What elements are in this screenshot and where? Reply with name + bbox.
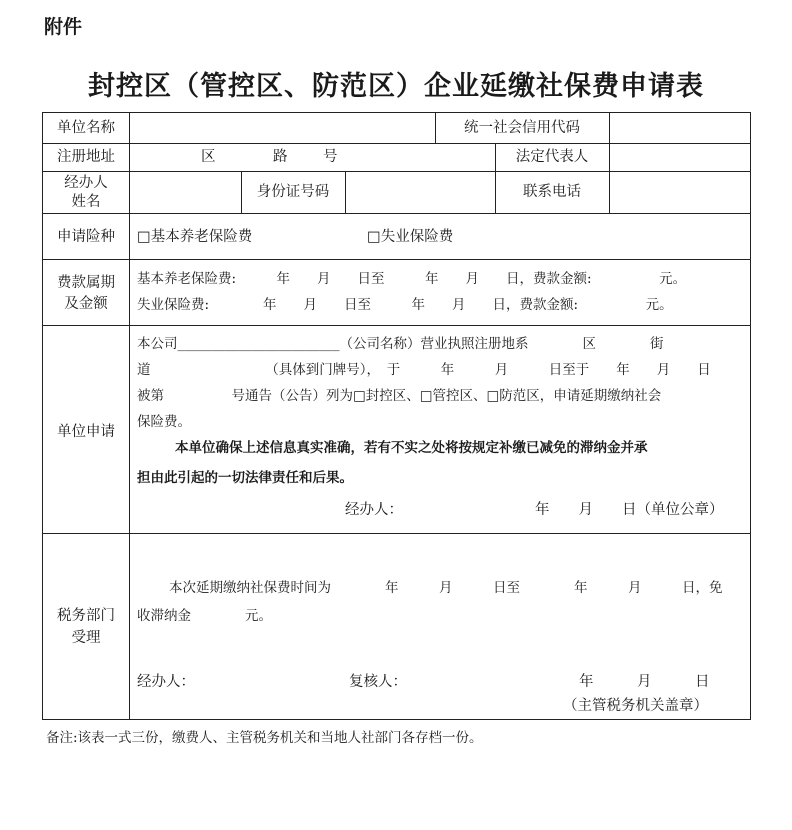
column-divider bbox=[345, 171, 346, 213]
row-divider bbox=[43, 325, 750, 326]
column-divider bbox=[609, 143, 610, 171]
handler-label: 经办人 bbox=[64, 175, 108, 191]
tax-accept-label: 受理 bbox=[71, 630, 101, 646]
application-text-line: 保险费。 bbox=[137, 414, 191, 430]
application-text-line: 被第 号通告（公告）列为□封控区、□管控区、□防范区，申请延期缴纳社会 bbox=[137, 388, 662, 404]
address-district: 区 bbox=[201, 149, 216, 165]
period-label: 费款属期 bbox=[57, 275, 115, 291]
application-form bbox=[42, 112, 751, 720]
handler-name-label: 姓名 bbox=[71, 194, 101, 210]
column-divider bbox=[609, 113, 610, 143]
application-text-line: 本公司________________________（公司名称）营业执照注册地系 区 街 bbox=[137, 336, 664, 352]
unit-date-seal: 年 月 日（单位公章） bbox=[535, 502, 724, 518]
period-amount-label: 及金额 bbox=[64, 296, 108, 312]
address-road: 路 bbox=[273, 149, 288, 165]
tax-text-line: 本次延期缴纳社保费时间为 年 月 日至 年 月 日，免 bbox=[169, 580, 723, 596]
legal-rep-label: 法定代表人 bbox=[515, 149, 589, 165]
phone-label: 联系电话 bbox=[523, 184, 581, 200]
row-divider bbox=[43, 213, 750, 214]
address-label: 注册地址 bbox=[57, 149, 115, 165]
attachment-label: 附件 bbox=[44, 16, 83, 38]
pension-checkbox[interactable]: □基本养老保险费 bbox=[137, 229, 253, 245]
column-divider bbox=[609, 171, 610, 213]
footnote: 备注:该表一式三份，缴费人、主管税务机关和当地人社部门各存档一份。 bbox=[46, 730, 483, 746]
unit-name-label: 单位名称 bbox=[57, 120, 115, 136]
credit-code-label: 统一社会信用代码 bbox=[464, 120, 580, 136]
row-divider bbox=[43, 259, 750, 260]
pension-period-line: 基本养老保险费: 年 月 日至 年 月 日，费款金额: 元。 bbox=[137, 271, 687, 287]
id-number-label: 身份证号码 bbox=[256, 184, 330, 200]
tax-seal-note: （主管税务机关盖章） bbox=[563, 698, 708, 714]
unemployment-checkbox[interactable]: □失业保险费 bbox=[367, 229, 454, 245]
row-divider bbox=[43, 533, 750, 534]
unit-handler-label: 经办人： bbox=[345, 502, 403, 518]
column-divider bbox=[129, 113, 130, 719]
unemployment-period-line: 失业保险费: 年 月 日至 年 月 日，费款金额: 元。 bbox=[137, 297, 673, 313]
tax-dept-label: 税务部门 bbox=[57, 608, 115, 624]
pledge-text-line: 本单位确保上述信息真实准确，若有不实之处将按规定补缴已减免的滞纳金并承 bbox=[175, 440, 648, 456]
address-number: 号 bbox=[323, 149, 338, 165]
tax-handler-label: 经办人： bbox=[137, 674, 195, 690]
unit-application-label: 单位申请 bbox=[57, 424, 115, 440]
insurance-type-label: 申请险种 bbox=[57, 229, 115, 245]
row-divider bbox=[43, 171, 750, 172]
application-text-line: 道 （具体到门牌号）， 于 年 月 日至于 年 月 日 bbox=[137, 362, 711, 378]
tax-reviewer-label: 复核人： bbox=[349, 674, 407, 690]
pledge-text-line: 担由此引起的一切法律责任和后果。 bbox=[137, 470, 353, 486]
row-divider bbox=[43, 143, 750, 144]
form-title: 封控区（管控区、防范区）企业延缴社保费申请表 bbox=[88, 71, 704, 102]
tax-text-line: 收滞纳金 元。 bbox=[137, 608, 272, 624]
tax-date: 年 月 日 bbox=[579, 674, 710, 690]
